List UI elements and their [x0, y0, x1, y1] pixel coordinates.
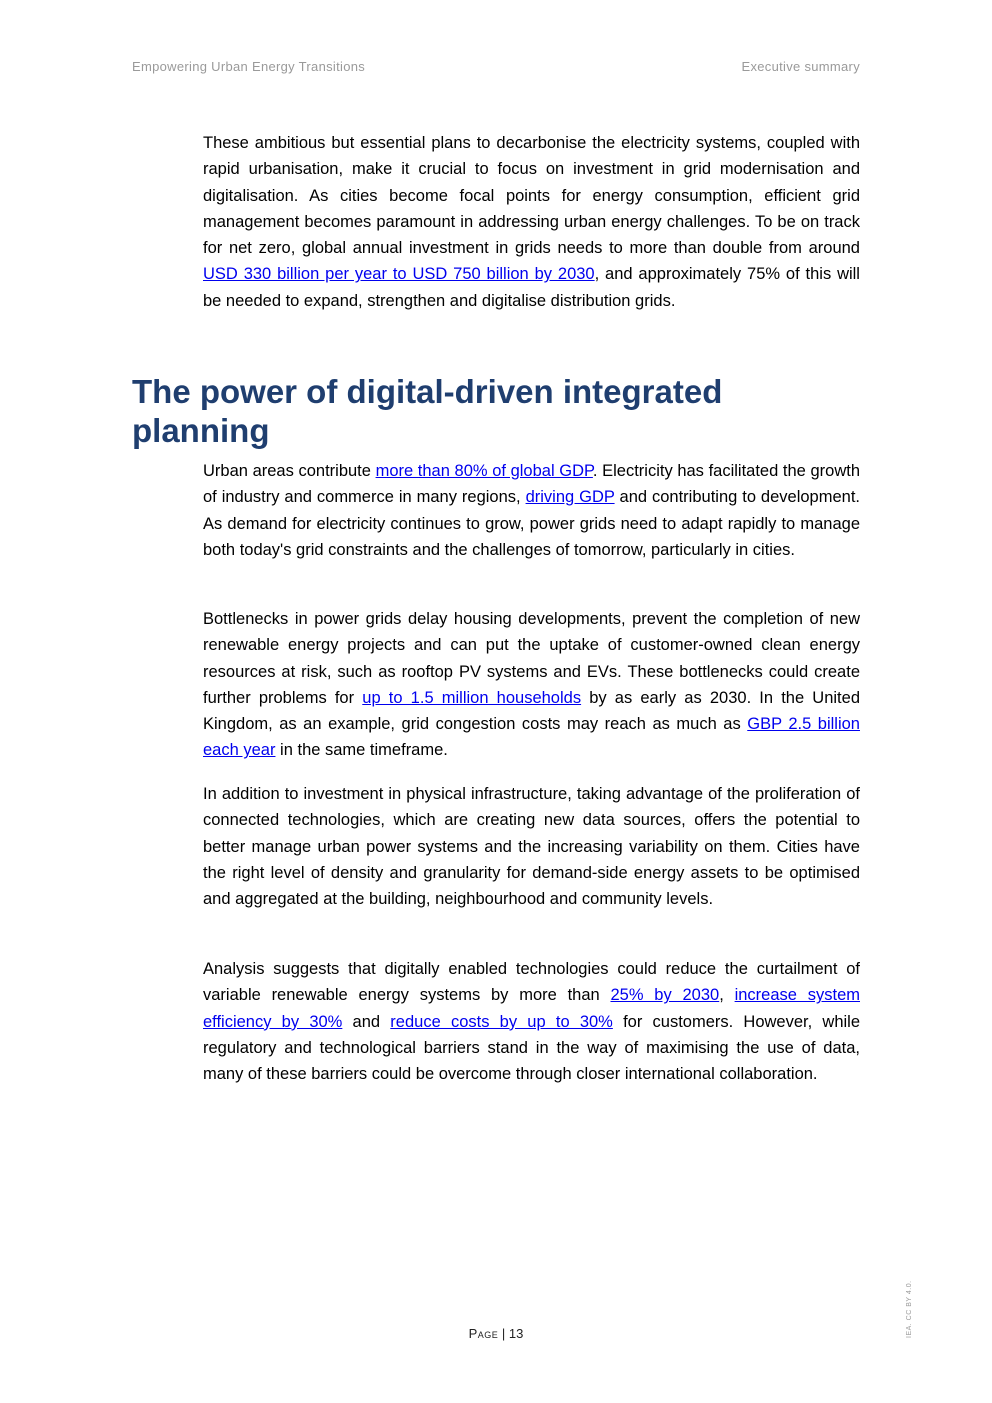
text-run: Bottlenecks in power grids delay housing developments, prevent the completion of new renewable energy projects and can put the uptake of customer-owned clean energy resources at risk, such as rooftop PV systems and EVs. These bottlenecks could create further problems for	[203, 610, 860, 707]
section-title: Executive summary	[741, 59, 860, 74]
text-run: , and approximately 75% of this will be needed to expand, strengthen and digitalise distribution grids.	[203, 265, 860, 310]
text-run: for customers. However, while regulatory and technological barriers stand in the way of maximising the use of data, many of these barriers could be overcome through closer international collaboration.	[203, 1012, 860, 1084]
license-notice: IEA. CC BY 4.0.	[906, 1280, 913, 1338]
page-separator: |	[498, 1326, 509, 1341]
text-run: Urban areas contribute	[203, 462, 376, 480]
link-grid-investment[interactable]: USD 330 billion per year to USD 750 billion by 2030	[203, 265, 595, 284]
link-gbp-congestion[interactable]: GBP 2.5 billion each year	[203, 715, 860, 760]
text-run: In addition to investment in physical infrastructure, taking advantage of the proliferation of connected technologies, which are creating new data sources, offers the potential to better manage urban power systems and the increasing variability on them. Cities have the right level of density and granularity for demand-side energy assets to be optimised and aggregated at the building, neighbourhood and community levels.	[203, 785, 860, 909]
paragraph-connected-technologies	[203, 781, 860, 912]
text-run: ,	[719, 986, 735, 1005]
text-run: and contributing to development. As demand for electricity continues to grow, power grids need to adapt rapidly to manage both today's grid constraints and the challenges of tomorrow, particularly in cities.	[203, 488, 861, 559]
link-global-gdp[interactable]: more than 80% of global GDP	[375, 462, 593, 480]
text-run: in the same timeframe.	[275, 741, 448, 760]
text-run: These ambitious but essential plans to decarbonise the electricity systems, coupled with rapid urbanisation, make it crucial to focus on investment in grid modernisation and digitalisation. As cities become focal points for energy consumption, efficient grid management becomes paramount in addressing urban energy challenges. To be on track for net zero, global annual investment in grids needs to more than double from around	[203, 134, 860, 258]
section-heading: The power of digital-driven integrated planning	[132, 373, 723, 449]
text-run: and	[342, 1012, 391, 1031]
paragraph-bottlenecks	[203, 606, 860, 764]
page-number-value: 13	[508, 1326, 524, 1341]
link-households[interactable]: up to 1.5 million households	[362, 688, 582, 707]
text-run: . Electricity has facilitated the growth of industry and commerce in many regions,	[203, 462, 860, 507]
page-number	[0, 1326, 992, 1341]
link-curtailment[interactable]: 25% by 2030	[610, 986, 720, 1005]
link-system-efficiency[interactable]: increase system efficiency by 30%	[203, 986, 860, 1031]
document-title: Empowering Urban Energy Transitions	[132, 59, 366, 74]
paragraph-urban-gdp	[203, 458, 860, 563]
page-label: Page	[468, 1326, 499, 1341]
link-reduce-costs[interactable]: reduce costs by up to 30%	[390, 1012, 613, 1031]
text-run: by as early as 2030. In the United Kingdom, as an example, grid congestion costs may reach as much as	[203, 688, 860, 734]
text-run: Analysis suggests that digitally enabled technologies could reduce the curtailment of variable renewable energy systems by more than	[203, 960, 860, 1005]
link-driving-gdp[interactable]: driving GDP	[525, 488, 615, 507]
paragraph-digital-technologies	[203, 956, 860, 1087]
intro-paragraph	[203, 130, 860, 314]
running-header	[132, 59, 860, 75]
